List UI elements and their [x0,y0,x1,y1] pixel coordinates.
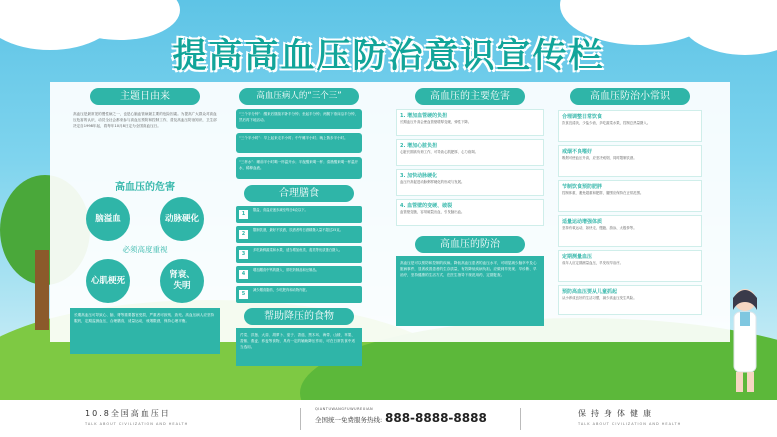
item-number: 3 [239,250,248,259]
three-item: “三个半小时”：早上起来走半小时；中午睡半小时；晚上散步半小时。 [236,133,362,153]
diet-item [236,226,362,243]
column-three-threes [236,88,362,366]
tip-text: 饮食宜清淡，少盐少油，多吃蔬菜水果，控制总热量摄入。 [562,121,651,125]
food-text: 芹菜、洋葱、大蒜、胡萝卜、茄子、香菇、黑木耳、海带、山楂、苹果、香蕉、燕麦、荞麦等食物，具有一定的辅助降压作用，可在日常饮食中适当选用。 [236,328,362,366]
diet-item [236,266,362,283]
column-main-dangers [396,88,544,326]
column-tips [558,88,702,315]
diet-item [236,286,362,303]
section-header: 高血压病人的“三个三” [239,88,359,105]
footer-date-text: 10.8全国高血压日 [85,409,171,418]
section-header: 高血压的防治 [415,236,525,253]
tip-item [558,285,702,315]
tree-trunk [35,250,49,330]
diet-text: 增加膳食中钙的摄入，常吃奶制品和豆制品。 [253,268,319,272]
three-item: “三个半分钟”：醒来后继续平卧半分钟；坐起半分钟；两腿下垂床沿半分钟，然后再下地活动。 [236,109,362,129]
tip-title: 合理调整日常饮食 [562,114,603,120]
tip-item [558,110,702,142]
danger-circle: 动脉硬化 [160,197,204,241]
footer-slogan: 保持身体健康 [578,409,656,418]
hotline-number: 888-8888-8888 [385,411,487,425]
tip-title: 适量运动增强体质 [562,219,603,225]
section-header: 高血压防治小常识 [570,88,690,105]
footer-subtext: TALK ABOUT CIVILIZATION AND HEALTH [85,422,189,426]
footer-subtext: TALK ABOUT CIVILIZATION AND HEALTH [578,422,682,426]
section-header: 合理膳食 [244,185,354,202]
tip-text: 从小养成良好的生活习惯，减少高血压发生风险。 [562,296,637,300]
danger-circle: 心肌梗死 [86,259,130,303]
tip-text: 坚持有氧运动，如快走、慢跑、游泳、太极拳等。 [562,226,637,230]
page-title: 提高高血压防治意识宣传栏 [172,36,605,76]
diet-item [236,206,362,223]
diet-item [236,246,362,263]
danger-diagram [70,193,220,308]
tip-title: 定期测量血压 [562,254,593,260]
nurse-illustration [720,280,770,395]
prevent-text: 高血压是可以预防和控制的疾病。降低高血压患者的血压水平，可明显减少脑卒中及心脏病事件，显著改善患者的生存质量，有效降低疾病负担。应做到早发现、早诊断、早治疗，坚持健康的生活方式，在医生指导下规范用药，定期复查。 [396,256,544,326]
danger-item-title: 3. 加快动脉硬化 [400,173,438,179]
danger-item-title: 1. 增加血管硬的负担 [400,113,448,119]
tip-item [558,180,702,212]
three-item: “三杯水”：睡前半小时喝一杯温开水；半夜醒来喝一杯；清晨醒来喝一杯温开水，稀释血液。 [236,157,362,179]
item-number: 2 [239,230,248,239]
danger-item-text: 长期血压升高会使血管壁增厚变硬，弹性下降。 [400,120,472,124]
hotline-label: 全国统一免费服务热线: [315,416,383,424]
danger-circle: 肾衰、 失明 [160,259,204,303]
tip-text: 控制体重，避免超重和肥胖，腰围应保持在正常范围。 [562,191,644,195]
intro-text: 高血压是最常见的慢性病之一，也是心脑血管病最主要的危险因素。为提高广大群众对高血压危害的认识，动员全社会都来参与高血压预防和控制工作，普及高血压防治知识，卫生部决定自1998年起，将每年10月8日定为全国高血压日。 [73,112,217,128]
footer-pinyin: QIANTUWANGFUWUREXIAN [315,407,374,411]
bottom-text: 长期高血压可导致心、脑、肾等重要器官受损，严重者可致残、致死。高血压病人应坚持服药，定期监测血压，合理膳食，适量运动，戒烟限酒，保持心理平衡。 [70,308,220,354]
center-text: 必须高度重视 [122,245,168,254]
danger-item [396,109,544,136]
danger-item-title: 2. 增加心脏负担 [400,143,438,149]
section-header: 帮助降压的食物 [244,308,354,325]
danger-item-text: 心脏长期高负荷工作，可导致心肌肥厚、心力衰竭。 [400,150,478,154]
diet-text: 多吃新鲜蔬菜和水果，适当增加鱼类、禽类等优质蛋白摄入。 [253,248,343,252]
item-number: 5 [239,290,248,299]
tip-title: 戒烟不良嗜好 [562,149,593,155]
tip-text: 吸烟可使血压升高，应坚决戒烟，同时限制饮酒。 [562,156,637,160]
diet-text: 减少膳食脂肪，少吃肥肉和动物内脏。 [253,288,310,292]
tip-title: 节制饮食预防肥胖 [562,184,603,190]
divider [300,408,301,430]
danger-item [396,199,544,226]
danger-item-text: 血管壁变脆，容易破裂出血，引发脑出血。 [400,210,465,214]
section-header: 主题日由来 [90,88,200,105]
tip-item [558,250,702,282]
divider [520,408,521,430]
item-number: 4 [239,270,248,279]
diet-text: 限制饮酒，最好不饮酒，饮酒者每日酒精摄入量不超过25克。 [253,228,343,232]
tip-item [558,145,702,177]
tip-text: 成年人应定期测量血压，早发现早治疗。 [562,261,624,265]
diet-text: 限盐，食盐应逐步减至每日6克以下。 [253,208,308,212]
danger-item-text: 血压升高促进动脉粥样硬化的形成与发展。 [400,180,465,184]
danger-item-title: 4. 血管壁的变硬、破裂 [400,203,453,209]
column-theme-day [70,88,220,354]
danger-item [396,169,544,196]
danger-circle: 脑溢血 [86,197,130,241]
danger-title: 高血压的危害 [115,182,175,193]
section-header: 高血压的主要危害 [415,88,525,105]
tip-title: 预防高血压要从儿童抓起 [562,289,618,295]
item-number: 1 [239,210,248,219]
footer [0,400,777,437]
tip-item [558,215,702,247]
danger-item [396,139,544,166]
